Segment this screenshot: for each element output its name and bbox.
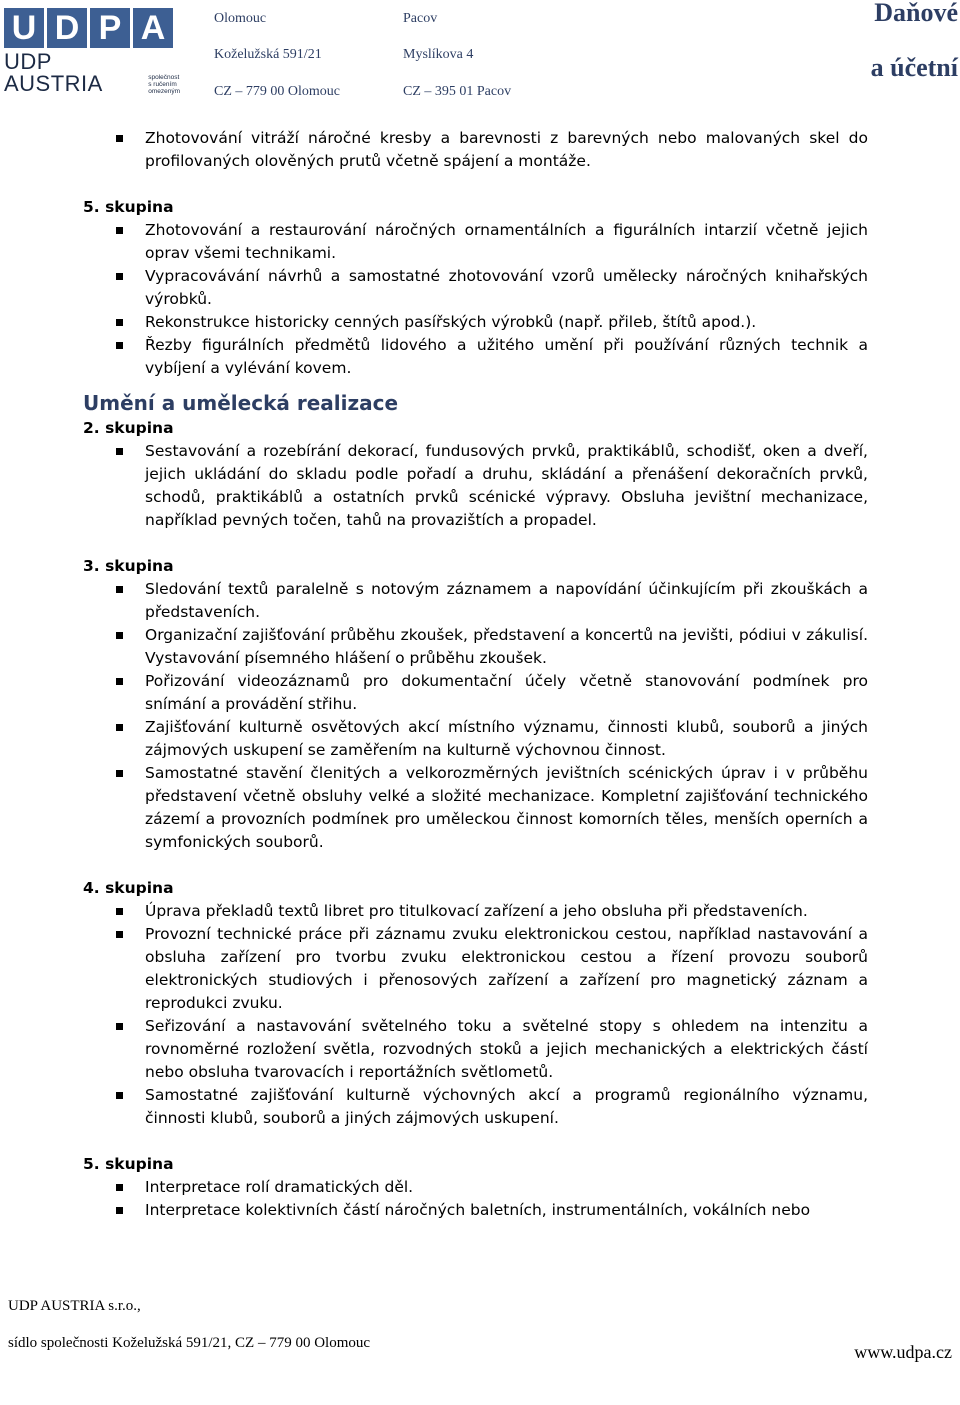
list-item: Samostatné stavění členitých a velkorozměrných jevištních scénických úprav i v průběhu představení včetně obsluhy velké a složité mechanizace. Kompletní zajišťování technického zázemí a provozních podmínek pro uměleckou činnost komorních těles, menších operních a symfonických souborů. bbox=[83, 762, 868, 854]
header-zip-pacov: CZ – 395 01 Pacov bbox=[403, 84, 512, 99]
list-item: Sestavování a rozebírání dekorací, fundusových prvků, praktikáblů, schodišť, oken a dveří, jejich ukládání do skladu podle pořadí a druhu, skládání a přenášení dekoračních prvků, schodů, praktikáblů a ostatních prvků scénické výpravy. Obsluha jevištní mechanizace, například pevných točen, tahů na provazištích a propadel. bbox=[83, 440, 868, 532]
list-item: Vypracovávání návrhů a samostatné zhotovování vzorů umělecky náročných knihařských výrobků. bbox=[83, 265, 868, 311]
intro-list bbox=[83, 127, 868, 173]
header-title-line1: Daňové bbox=[874, 0, 958, 27]
group5a-list bbox=[83, 219, 868, 380]
square-bullet-icon bbox=[116, 1023, 123, 1030]
header-title-line2: a účetní bbox=[870, 53, 958, 82]
list-item: Seřizování a nastavování světelného toku a světelné stopy s ohledem na intenzitu a rovnoměrné rozložení světla, rozvodných stoků a jejich mechanických a elektrických částí nebo obsluha tvarovacích i reportážních světlometů. bbox=[83, 1015, 868, 1084]
group-label: 5. skupina bbox=[83, 198, 174, 216]
footer-company: UDP AUSTRIA s.r.o., bbox=[8, 1298, 141, 1314]
header-city-olomouc: Olomouc bbox=[214, 11, 267, 26]
square-bullet-icon bbox=[116, 724, 123, 731]
list-item: Sledování textů paralelně s notovým záznamem a napovídání účinkujícím při zkouškách a představeních. bbox=[83, 578, 868, 624]
page-header bbox=[0, 0, 960, 110]
square-bullet-icon bbox=[116, 632, 123, 639]
group-label: 5. skupina bbox=[83, 1155, 174, 1173]
group4-list bbox=[83, 900, 868, 1130]
group5b-list bbox=[83, 1176, 868, 1222]
square-bullet-icon bbox=[116, 770, 123, 777]
logo-letter: P bbox=[90, 8, 130, 48]
footer-seat: sídlo společnosti Koželužská 591/21, CZ – 779 00 Olomouc bbox=[8, 1335, 371, 1351]
square-bullet-icon bbox=[116, 273, 123, 280]
square-bullet-icon bbox=[116, 1184, 123, 1191]
list-item: Zhotovování vitráží náročné kresby a barevnosti z barevných nebo malovaných skel do profilovaných olověných prutů včetně spájení a montáže. bbox=[83, 127, 868, 173]
header-street-olomouc: Koželužská 591/21 bbox=[214, 47, 322, 62]
square-bullet-icon bbox=[116, 586, 123, 593]
list-item: Interpretace rolí dramatických děl. bbox=[83, 1176, 868, 1199]
list-item: Úprava překladů textů libret pro titulkovací zařízení a jeho obsluha při představeních. bbox=[83, 900, 868, 923]
logo-letter: D bbox=[47, 8, 87, 48]
square-bullet-icon bbox=[116, 931, 123, 938]
square-bullet-icon bbox=[116, 135, 123, 142]
header-street-pacov: Myslíkova 4 bbox=[403, 47, 474, 62]
udp-austria-logo bbox=[4, 8, 181, 96]
square-bullet-icon bbox=[116, 678, 123, 685]
square-bullet-icon bbox=[116, 342, 123, 349]
square-bullet-icon bbox=[116, 1092, 123, 1099]
list-item: Organizační zajišťování průběhu zkoušek, představení a koncertů na jevišti, pódiui v zákulisí. Vystavování písemného hlášení o průběhu zkoušek. bbox=[83, 624, 868, 670]
square-bullet-icon bbox=[116, 448, 123, 455]
list-item: Rekonstrukce historicky cenných pasířských výrobků (např. přileb, štítů apod.). bbox=[83, 311, 868, 334]
group-label: 4. skupina bbox=[83, 879, 174, 897]
list-item: Zajišťování kulturně osvětových akcí místního významu, činnosti klubů, souborů a jiných zájmových uskupení se zaměřením na kulturně výchovnou činnost. bbox=[83, 716, 868, 762]
list-item: Interpretace kolektivních částí náročných baletních, instrumentálních, vokálních nebo bbox=[83, 1199, 868, 1222]
group-label: 3. skupina bbox=[83, 557, 174, 575]
square-bullet-icon bbox=[116, 1207, 123, 1214]
list-item: Pořizování videozáznamů pro dokumentační účely včetně stanovování podmínek pro snímání a provádění střihu. bbox=[83, 670, 868, 716]
square-bullet-icon bbox=[116, 319, 123, 326]
logo-tagline: společnost s ručením omezeným bbox=[148, 74, 181, 95]
document-body bbox=[83, 127, 868, 1222]
footer-website-link[interactable]: www.udpa.cz bbox=[854, 1342, 952, 1362]
logo-letter: A bbox=[133, 8, 173, 48]
list-item: Zhotovování a restaurování náročných ornamentálních a figurálních intarzií včetně jejich oprav všemi technikami. bbox=[83, 219, 868, 265]
group3-list bbox=[83, 578, 868, 854]
header-zip-olomouc: CZ – 779 00 Olomouc bbox=[214, 84, 340, 99]
logo-wordmark: UDP AUSTRIA bbox=[4, 49, 103, 96]
header-city-pacov: Pacov bbox=[403, 11, 438, 26]
list-item: Provozní technické práce při záznamu zvuku elektronickou cestou, například nastavování a obsluha zařízení pro tvorbu zvuku elektronickou cestou a řízení provozu souborů elektronických studiových i přenosových zařízení a zařízení pro magnetický záznam a reprodukci zvuku. bbox=[83, 923, 868, 1015]
logo-letter: U bbox=[4, 8, 44, 48]
group2-list bbox=[83, 440, 868, 532]
section-heading: Umění a umělecká realizace bbox=[83, 391, 399, 415]
group-label: 2. skupina bbox=[83, 419, 174, 437]
list-item: Samostatné zajišťování kulturně výchovných akcí a programů regionálního významu, činnosti klubů, souborů a jiných zájmových uskupení. bbox=[83, 1084, 868, 1130]
square-bullet-icon bbox=[116, 227, 123, 234]
list-item: Řezby figurálních předmětů lidového a užitého umění při používání různých technik a vybíjení a vylévání kovem. bbox=[83, 334, 868, 380]
square-bullet-icon bbox=[116, 908, 123, 915]
